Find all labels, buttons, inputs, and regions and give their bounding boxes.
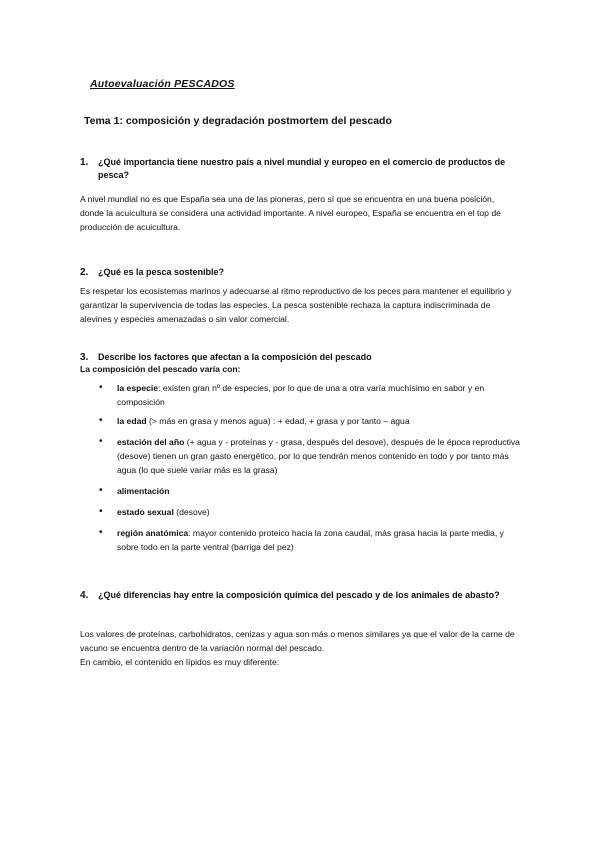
question-text: ¿Qué diferencias hay entre la composición química del pescado y de los animales de abasto? [98, 590, 500, 600]
factor-desc: (desove) [173, 507, 210, 517]
question-number: 2. [80, 267, 89, 278]
factor-term: la especie [117, 383, 159, 393]
bullet-icon: • [99, 506, 103, 517]
bullet-icon: • [99, 527, 103, 538]
answer-2: Es respetar los ecosistemas marinos y adecuarse al ritmo reproductivo de los peces para mantener el equilibrio y garantizar la supervivencia de todas las especies. La pesca sostenible rechaza la captura indiscriminada de alevines y especies amenazadas o sin valor comercial. [80, 286, 512, 324]
question-3 [80, 351, 520, 364]
answer-4-paragraph-2: En cambio, el contenido en lípidos es muy diferente: [80, 657, 280, 667]
factor-term: alimentación [117, 486, 170, 496]
question-4 [80, 589, 520, 602]
answer-4-paragraph-1: Los valores de proteínas, carbohidratos, cenizas y agua son más o menos similares ya que el valor de la carne de vacuno se encuentra dentro de la variación normal del pescado. [80, 629, 515, 653]
factor-desc: (+ agua y - proteínas y - grasa, después del desove), después de le época reproductiva (desove) tienen un gran gasto energético, por lo que tendrán menos contenido en todo y por tanto más agua (lo que suele variar más es la grasa) [117, 437, 520, 475]
list-item [80, 414, 520, 428]
question-3-subheading: La composición del pescado varía con: [80, 364, 241, 374]
factor-desc: (> más en grasa y menos agua) : + edad, + grasa y por tanto – agua [146, 416, 410, 426]
bullet-icon: • [99, 436, 103, 447]
question-number: 1. [80, 157, 89, 168]
question-1 [80, 156, 520, 182]
question-text: ¿Qué es la pesca sostenible? [98, 267, 225, 277]
question-number: 4. [80, 590, 89, 601]
list-item [80, 435, 520, 477]
list-item [80, 484, 520, 498]
factor-term: la edad [117, 416, 147, 426]
factor-term: estación del año [117, 437, 185, 447]
bullet-icon: • [99, 382, 103, 393]
factor-desc: : mayor contenido proteico hacia la zona caudal, más grasa hacia la parte media, y sobre todo en la parte ventral (barriga del pez) [117, 528, 504, 552]
list-item [80, 526, 520, 554]
question-number: 3. [80, 352, 89, 363]
factors-list [80, 381, 520, 554]
answer-1: A nivel mundial no es que España sea una de las pioneras, pero sí que se encuentra en una buena posición, donde la acuicultura se considera una actividad importante. A nivel europeo, España se encuentra en el top de producción de acuicultura. [80, 194, 501, 232]
document-title: Autoevaluación PESCADOS [90, 78, 235, 90]
list-item [80, 505, 520, 519]
list-item [80, 381, 520, 409]
question-text: Describe los factores que afectan a la composición del pescado [98, 352, 372, 362]
answer-4 [80, 627, 520, 669]
factor-term: estado sexual [117, 507, 174, 517]
factor-desc: : existen gran nº de especies, por lo que de una a otra varía muchísimo en sabor y en composición [117, 383, 485, 407]
question-text: ¿Qué importancia tiene nuestro país a nivel mundial y europeo en el comercio de productos de pesca? [98, 157, 506, 180]
factor-term: región anatómica [117, 528, 189, 538]
bullet-icon: • [99, 485, 103, 496]
question-2 [80, 266, 520, 279]
topic-title: Tema 1: composición y degradación postmortem del pescado [84, 115, 392, 127]
bullet-icon: • [99, 415, 103, 426]
